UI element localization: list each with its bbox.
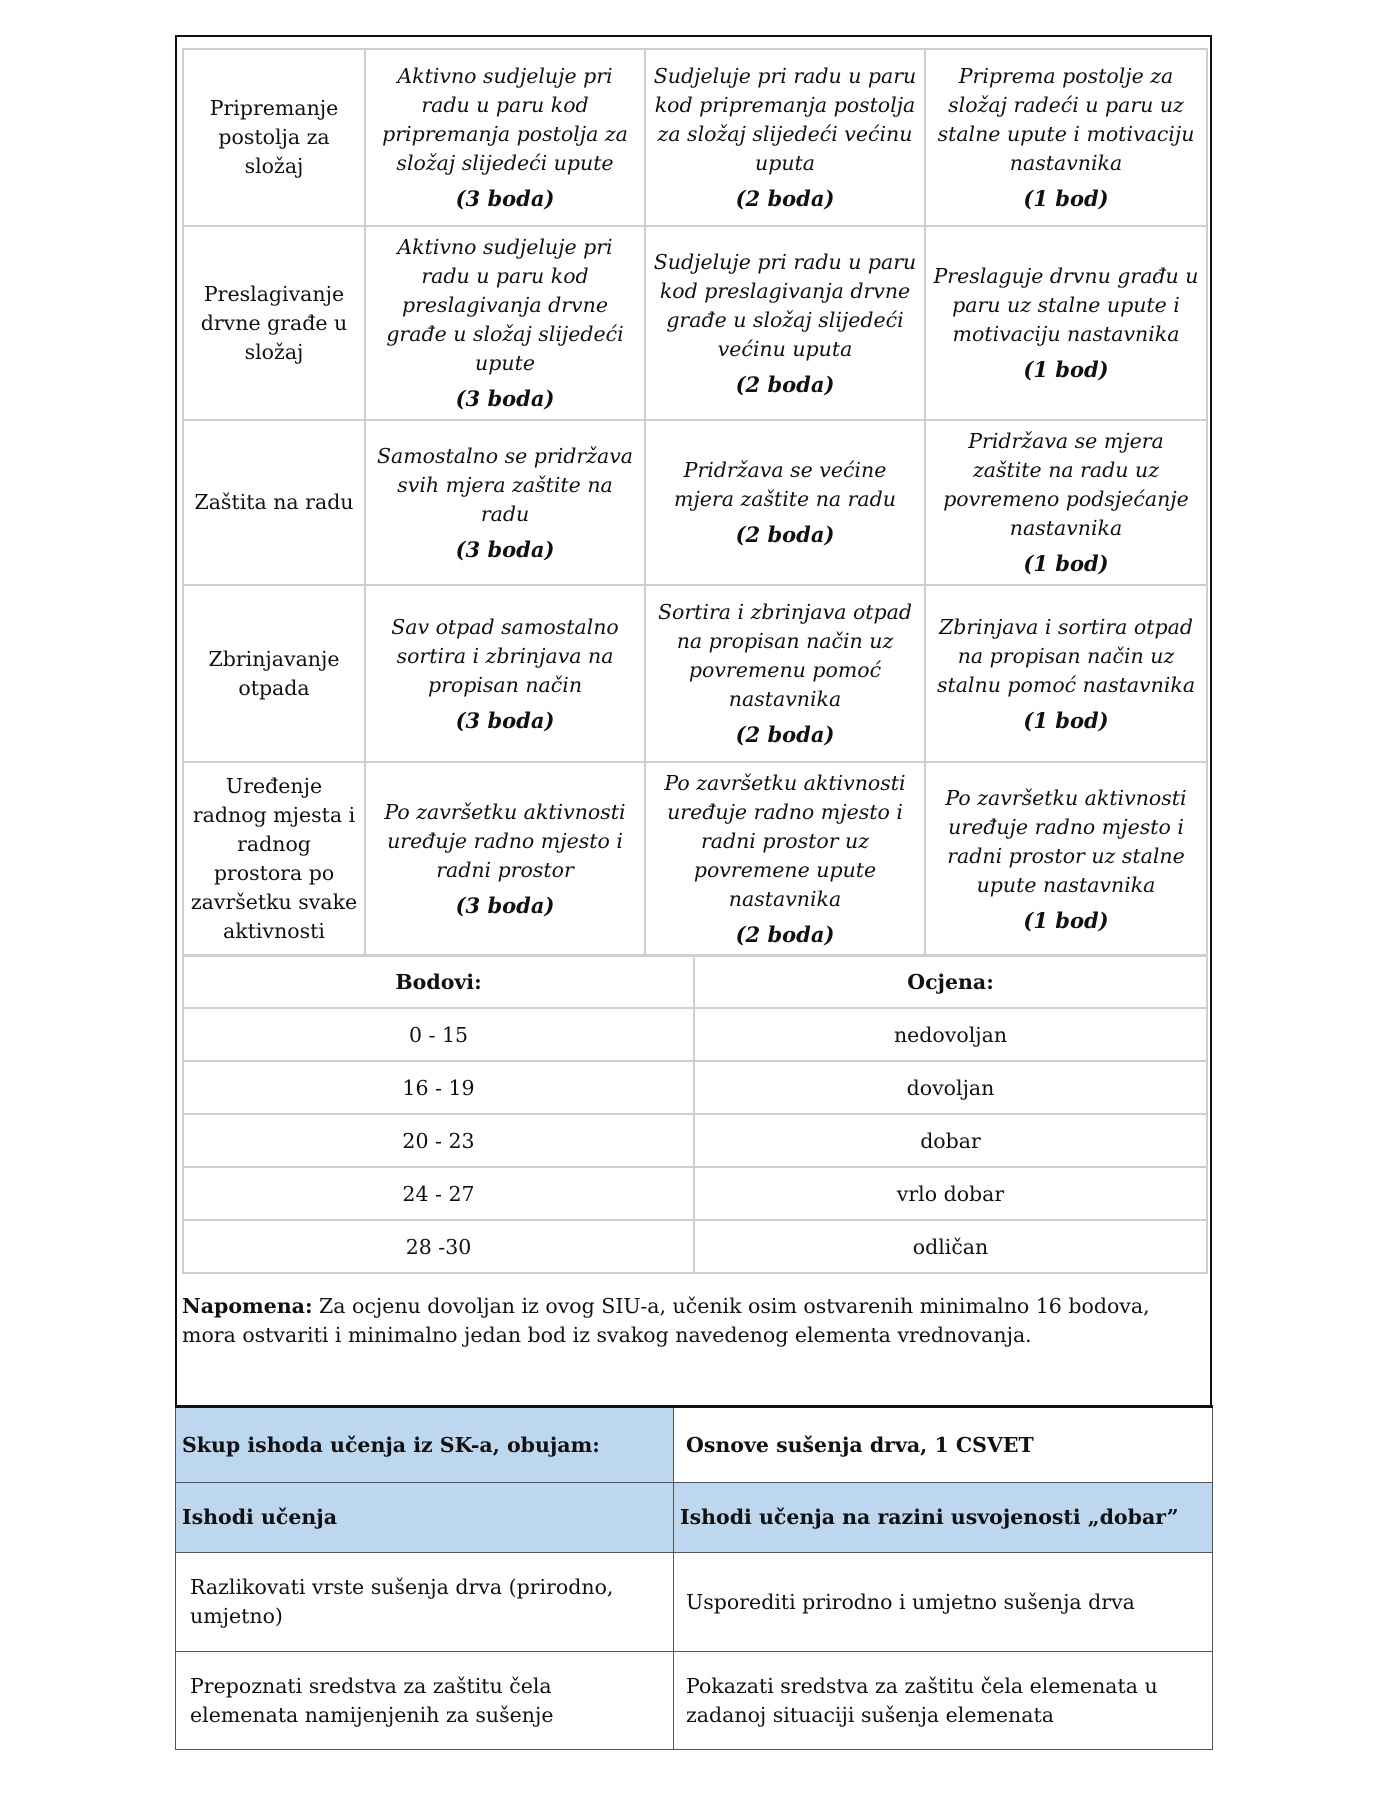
level-text: Po završetku aktivnosti uređuje radno mjesto i radni prostor uz povremene upute nastavnika [664, 771, 906, 911]
points-range: 28 -30 [183, 1220, 694, 1273]
rubric-element: Zaštita na radu [183, 420, 365, 585]
rubric-element: Zbrinjavanje otpada [183, 585, 365, 762]
grading-row [183, 1114, 1207, 1167]
rubric-level-2 [645, 226, 925, 420]
grading-row [183, 1220, 1207, 1273]
level-text: Aktivno sudjeluje pri radu u paru kod preslagivanja drvne građe u složaj slijedeći upute [386, 235, 624, 375]
level-points: (1 bod) [1023, 907, 1109, 933]
level-points: (2 boda) [735, 371, 835, 397]
level-text: Pridržava se većine mjera zaštite na radu [674, 458, 896, 511]
rubric-level-1 [925, 49, 1207, 226]
level-points: (3 boda) [455, 893, 555, 918]
rubric-element: Pripremanje postolja za složaj [183, 49, 365, 226]
grade-value: odličan [694, 1220, 1207, 1273]
level-points: (2 boda) [735, 722, 835, 747]
rubric-element: Uređenje radnog mjesta i radnog prostora po završetku svake aktivnosti [183, 762, 365, 956]
outcome-set-value: Osnove sušenja drva, 1 CSVET [674, 1407, 1213, 1483]
level-points: (1 bod) [1023, 357, 1109, 382]
rubric-level-2 [645, 420, 925, 585]
grade-value: vrlo dobar [694, 1167, 1207, 1220]
rubric-level-3 [365, 585, 645, 762]
level-text: Priprema postolje za složaj radeći u paru uz stalne upute i motivaciju nastavnika [937, 64, 1195, 175]
grading-header-row [183, 955, 1207, 1008]
outcome-set-label: Skup ishoda učenja iz SK-a, obujam: [176, 1407, 674, 1483]
good-level-text: Pokazati sredstva za zaštitu čela elemenata u zadanoj situaciji sušenja elemenata [674, 1652, 1213, 1750]
grade-value: dovoljan [694, 1061, 1207, 1114]
points-range: 16 - 19 [183, 1061, 694, 1114]
rubric-level-2 [645, 762, 925, 956]
points-range: 0 - 15 [183, 1008, 694, 1061]
level-points: (1 bod) [1023, 707, 1109, 733]
level-text: Sortira i zbrinjava otpad na propisan način uz povremenu pomoć nastavnika [657, 600, 913, 711]
level-text: Po završetku aktivnosti uređuje radno mjesto i radni prostor uz stalne upute nastavnika [945, 785, 1187, 897]
level-text: Preslaguje drvnu građu u paru uz stalne upute i motivaciju nastavnika [933, 264, 1199, 346]
points-header: Bodovi: [183, 955, 694, 1008]
rubric-row [183, 226, 1207, 420]
level-points: (2 boda) [735, 186, 835, 211]
level-text: Pridržava se mjera zaštite na radu uz povremeno podsjećanje nastavnika [943, 429, 1189, 540]
rubric-row [183, 420, 1207, 585]
note-paragraph [182, 1292, 1206, 1350]
outcome-row [176, 1652, 1213, 1750]
grading-row [183, 1061, 1207, 1114]
note-label: Napomena: [182, 1294, 313, 1318]
learning-outcomes-table [175, 1405, 1213, 1750]
level-text: Po završetku aktivnosti uređuje radno mjesto i radni prostor [384, 800, 626, 882]
rubric-level-3 [365, 49, 645, 226]
level-points: (3 boda) [455, 536, 555, 562]
level-text: Zbrinjava i sortira otpad na propisan način uz stalnu pomoć nastavnika [936, 614, 1196, 697]
rubric-level-1 [925, 585, 1207, 762]
level-points: (1 bod) [1023, 186, 1109, 211]
outcome-set-row [176, 1407, 1213, 1483]
points-range: 24 - 27 [183, 1167, 694, 1220]
level-points: (3 boda) [455, 186, 555, 211]
outcomes-column-header: Ishodi učenja [176, 1483, 674, 1553]
outcome-row [176, 1553, 1213, 1652]
grading-row [183, 1167, 1207, 1220]
rubric-level-2 [645, 49, 925, 226]
rubric-level-3 [365, 226, 645, 420]
grade-header: Ocjena: [694, 955, 1207, 1008]
rubric-element: Preslagivanje drvne građe u složaj [183, 226, 365, 420]
level-text: Sav otpad samostalno sortira i zbrinjava na propisan način [391, 614, 619, 697]
grade-value: nedovoljan [694, 1008, 1207, 1061]
rubric-table [182, 48, 1208, 957]
level-text: Sudjeluje pri radu u paru kod pripremanja postolja za složaj slijedeći većinu uputa [653, 64, 917, 175]
level-points: (2 boda) [735, 922, 835, 947]
outcome-text: Prepoznati sredstva za zaštitu čela elemenata namijenjenih za sušenje [176, 1652, 674, 1750]
rubric-level-3 [365, 762, 645, 956]
grading-scale-table [182, 954, 1208, 1274]
level-points: (3 boda) [455, 707, 555, 733]
outcome-text: Razlikovati vrste sušenja drva (prirodno, umjetno) [176, 1553, 674, 1652]
rubric-row [183, 762, 1207, 956]
level-points: (2 boda) [735, 522, 835, 547]
good-level-text: Usporediti prirodno i umjetno sušenja drva [674, 1553, 1213, 1652]
rubric-level-3 [365, 420, 645, 585]
rubric-level-1 [925, 226, 1207, 420]
rubric-row [183, 49, 1207, 226]
outcome-header-row [176, 1483, 1213, 1553]
points-range: 20 - 23 [183, 1114, 694, 1167]
level-text: Sudjeluje pri radu u paru kod preslagivanja drvne građe u složaj slijedeći većinu uputa [653, 249, 917, 361]
level-text: Aktivno sudjeluje pri radu u paru kod pripremanja postolja za složaj slijedeći upute [382, 64, 628, 175]
rubric-level-1 [925, 420, 1207, 585]
level-text: Samostalno se pridržava svih mjera zaštite na radu [376, 443, 634, 526]
note-text: Za ocjenu dovoljan iz ovog SIU-a, učenik osim ostvarenih minimalno 16 bodova, mora ostvariti i minimalno jedan bod iz svakog navedenog elementa vrednovanja. [182, 1294, 1150, 1347]
rubric-level-2 [645, 585, 925, 762]
good-level-column-header: Ishodi učenja na razini usvojenosti „dobar” [674, 1483, 1213, 1553]
rubric-level-1 [925, 762, 1207, 956]
grade-value: dobar [694, 1114, 1207, 1167]
level-points: (1 bod) [1023, 551, 1109, 576]
rubric-row [183, 585, 1207, 762]
level-points: (3 boda) [455, 386, 555, 411]
grading-row [183, 1008, 1207, 1061]
